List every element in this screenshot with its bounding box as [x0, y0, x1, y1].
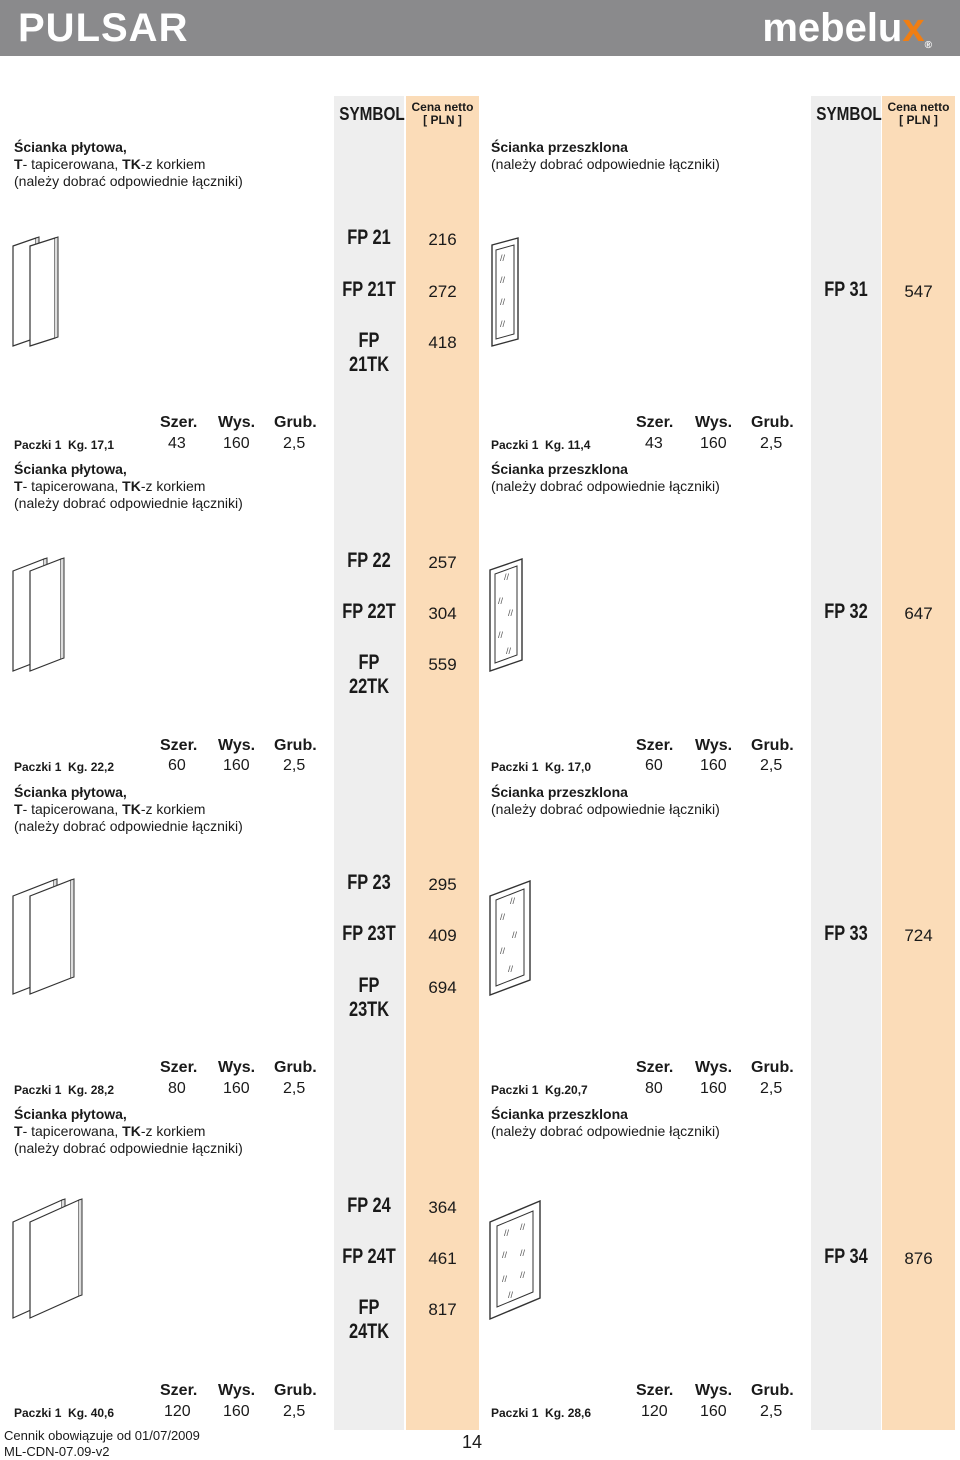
product-price: 547 [904, 282, 933, 301]
product-symbol: FP 24TK [348, 1296, 390, 1343]
product-price: 216 [428, 230, 457, 249]
product-symbol: FP 21 [347, 226, 391, 249]
svg-text://: // [512, 930, 518, 940]
package-label: Paczki 1 [491, 1083, 539, 1097]
package-weight: Kg. 11,4 [545, 438, 591, 452]
dim-header-depth: Grub. [274, 1059, 317, 1076]
package-label: Paczki 1 [491, 760, 539, 774]
svg-text://: // [520, 1222, 526, 1232]
left-description [14, 784, 243, 835]
panel-illustration [12, 1198, 84, 1322]
dim-header-width: Szer. [636, 737, 674, 754]
panel-illustration [12, 236, 60, 350]
package-weight: Kg. 40,6 [68, 1406, 115, 1420]
product-price: 461 [428, 1249, 457, 1268]
left-price-header [406, 101, 479, 127]
svg-text://: // [498, 596, 504, 606]
desc-text: -z korkiem [140, 801, 206, 817]
package-weight: Kg. 28,2 [68, 1083, 115, 1097]
desc-text: - tapicerowana, [22, 478, 123, 494]
svg-text://: // [500, 275, 506, 285]
dim-header-depth: Grub. [751, 737, 794, 754]
desc-text: -z korkiem [140, 478, 206, 494]
package-info [491, 760, 591, 774]
package-label: Paczki 1 [491, 438, 539, 452]
package-weight: Kg.20,7 [545, 1083, 588, 1097]
desc-t: T [14, 478, 23, 494]
dim-header-width: Szer. [636, 1059, 674, 1076]
package-label: Paczki 1 [14, 438, 62, 452]
document-code: ML-CDN-07.09-v2 [4, 1444, 110, 1459]
desc-tk: TK [122, 156, 141, 172]
product-price: 364 [428, 1198, 457, 1217]
package-label: Paczki 1 [491, 1406, 539, 1420]
product-symbol: FP 24T [342, 1245, 396, 1268]
desc-tk: TK [122, 478, 141, 494]
dim-header-depth: Grub. [274, 414, 317, 431]
dim-depth: 2,5 [283, 435, 306, 452]
brand-name: mebelux [762, 6, 925, 50]
desc-line: Ścianka płytowa, [14, 461, 127, 477]
panel-illustration [12, 878, 76, 996]
package-label: Paczki 1 [14, 1406, 62, 1420]
product-symbol: FP 22 [347, 549, 391, 572]
desc-line: (należy dobrać odpowiednie łączniki) [491, 156, 720, 172]
desc-line: (należy dobrać odpowiednie łączniki) [14, 495, 243, 511]
svg-text://: // [500, 912, 506, 922]
product-symbol: FP 34 [824, 1245, 868, 1268]
desc-t: T [14, 801, 23, 817]
product-price: 304 [428, 604, 457, 623]
price-header-line1: Cena netto [887, 100, 950, 114]
desc-line: (należy dobrać odpowiednie łączniki) [491, 478, 720, 494]
right-description [491, 1106, 720, 1140]
desc-line: Ścianka płytowa, [14, 1106, 127, 1122]
dim-width: 60 [645, 757, 663, 774]
dim-depth: 2,5 [760, 435, 783, 452]
svg-text://: // [502, 1274, 508, 1284]
glass-panel-illustration [490, 237, 522, 347]
price-header-line2: [ PLN ] [899, 113, 938, 127]
dim-header-depth: Grub. [751, 1382, 794, 1399]
right-symbol-header: SYMBOL [816, 104, 882, 124]
dim-header-width: Szer. [160, 737, 198, 754]
desc-text: - tapicerowana, [22, 1123, 123, 1139]
right-description [491, 784, 720, 818]
desc-line: (należy dobrać odpowiednie łączniki) [14, 818, 243, 834]
dim-header-width: Szer. [636, 1382, 674, 1399]
product-line-title: PULSAR [18, 6, 189, 50]
dim-height: 160 [223, 435, 250, 452]
right-price-header [882, 101, 955, 127]
product-price: 876 [904, 1249, 933, 1268]
package-info [14, 1083, 114, 1097]
dim-height: 160 [223, 757, 250, 774]
product-price: 694 [428, 978, 457, 997]
package-info [14, 1406, 114, 1420]
dim-height: 160 [700, 757, 727, 774]
desc-line: Ścianka przeszklona [491, 1106, 628, 1122]
footer-info [4, 1428, 200, 1460]
product-price: 418 [428, 333, 457, 352]
right-description [491, 139, 720, 173]
package-info [491, 1406, 591, 1420]
product-price: 724 [904, 926, 933, 945]
brand-x-mark: x [902, 6, 925, 50]
svg-text://: // [520, 1270, 526, 1280]
dim-width: 120 [164, 1403, 191, 1420]
right-description [491, 461, 720, 495]
dim-height: 160 [700, 435, 727, 452]
package-info [14, 438, 114, 452]
dim-depth: 2,5 [283, 1080, 306, 1097]
brand-registered-mark: ® [924, 40, 932, 51]
product-symbol: FP 24 [347, 1194, 391, 1217]
desc-text: - tapicerowana, [22, 156, 123, 172]
desc-text: -z korkiem [140, 1123, 206, 1139]
desc-tk: TK [122, 801, 141, 817]
left-description [14, 1106, 243, 1157]
left-description [14, 139, 243, 190]
package-weight: Kg. 28,6 [545, 1406, 592, 1420]
dim-height: 160 [700, 1080, 727, 1097]
product-price: 817 [428, 1300, 457, 1319]
product-symbol: FP 21TK [348, 329, 390, 376]
svg-text://: // [508, 608, 514, 618]
dim-width: 80 [645, 1080, 663, 1097]
package-label: Paczki 1 [14, 1083, 62, 1097]
dim-width: 60 [168, 757, 186, 774]
dim-header-height: Wys. [695, 414, 733, 431]
dim-header-depth: Grub. [751, 1059, 794, 1076]
desc-text: - tapicerowana, [22, 801, 123, 817]
product-symbol: FP 23 [347, 871, 391, 894]
dim-depth: 2,5 [283, 1403, 306, 1420]
dim-header-height: Wys. [218, 1059, 256, 1076]
svg-text://: // [506, 646, 512, 656]
dim-header-height: Wys. [218, 737, 256, 754]
desc-t: T [14, 1123, 23, 1139]
svg-text://: // [508, 1290, 514, 1300]
dim-height: 160 [223, 1080, 250, 1097]
svg-text://: // [508, 964, 514, 974]
product-price: 257 [428, 553, 457, 572]
svg-text://: // [504, 1228, 510, 1238]
dim-header-height: Wys. [695, 1382, 733, 1399]
package-weight: Kg. 17,0 [545, 760, 592, 774]
desc-line: (należy dobrać odpowiednie łączniki) [14, 1140, 243, 1156]
page-header [0, 0, 960, 56]
dim-width: 43 [168, 435, 186, 452]
page-number: 14 [462, 1432, 483, 1452]
package-weight: Kg. 17,1 [68, 438, 115, 452]
desc-t: T [14, 156, 23, 172]
left-description [14, 461, 243, 512]
dim-depth: 2,5 [283, 757, 306, 774]
price-header-line1: Cena netto [411, 100, 474, 114]
svg-text://: // [520, 1248, 526, 1258]
brand-logo [762, 6, 932, 51]
desc-line: (należy dobrać odpowiednie łączniki) [14, 173, 243, 189]
package-info [14, 760, 114, 774]
desc-line: Ścianka przeszklona [491, 461, 628, 477]
product-symbol: FP 32 [824, 600, 868, 623]
svg-text://: // [500, 253, 506, 263]
dim-width: 80 [168, 1080, 186, 1097]
svg-text://: // [500, 946, 506, 956]
package-label: Paczki 1 [14, 760, 62, 774]
dim-header-height: Wys. [218, 1382, 256, 1399]
dim-header-height: Wys. [218, 414, 256, 431]
desc-line: Ścianka przeszklona [491, 139, 628, 155]
price-validity: Cennik obowiązuje od 01/07/2009 [4, 1428, 200, 1443]
package-weight: Kg. 22,2 [68, 760, 115, 774]
dim-width: 120 [641, 1403, 668, 1420]
dim-header-width: Szer. [160, 1382, 198, 1399]
panel-illustration [12, 557, 66, 673]
product-symbol: FP 33 [824, 922, 868, 945]
desc-tk: TK [122, 1123, 141, 1139]
glass-panel-illustration [488, 558, 526, 672]
dim-header-depth: Grub. [274, 1382, 317, 1399]
package-info [491, 438, 590, 452]
package-info [491, 1083, 588, 1097]
dim-header-height: Wys. [695, 1059, 733, 1076]
dim-header-width: Szer. [160, 414, 198, 431]
dim-depth: 2,5 [760, 1403, 783, 1420]
svg-text://: // [504, 572, 510, 582]
product-price: 647 [904, 604, 933, 623]
glass-panel-illustration [488, 880, 534, 996]
product-symbol: FP 23T [342, 922, 396, 945]
svg-text://: // [498, 630, 504, 640]
svg-text://: // [500, 297, 506, 307]
price-header-line2: [ PLN ] [423, 113, 462, 127]
dim-depth: 2,5 [760, 757, 783, 774]
dim-height: 160 [700, 1403, 727, 1420]
desc-line: Ścianka przeszklona [491, 784, 628, 800]
product-symbol: FP 21T [342, 278, 396, 301]
desc-line: (należy dobrać odpowiednie łączniki) [491, 1123, 720, 1139]
dim-depth: 2,5 [760, 1080, 783, 1097]
svg-text://: // [510, 896, 516, 906]
dim-header-width: Szer. [160, 1059, 198, 1076]
product-price: 559 [428, 655, 457, 674]
desc-line: Ścianka płytowa, [14, 139, 127, 155]
product-symbol: FP 22T [342, 600, 396, 623]
glass-panel-illustration [488, 1200, 544, 1322]
svg-text://: // [500, 319, 506, 329]
desc-line: Ścianka płytowa, [14, 784, 127, 800]
product-symbol: FP 22TK [348, 651, 390, 698]
dim-header-depth: Grub. [751, 414, 794, 431]
dim-header-width: Szer. [636, 414, 674, 431]
product-price: 409 [428, 926, 457, 945]
desc-text: -z korkiem [140, 156, 206, 172]
product-symbol: FP 23TK [348, 974, 390, 1021]
left-symbol-header: SYMBOL [339, 104, 405, 124]
dim-width: 43 [645, 435, 663, 452]
dim-header-depth: Grub. [274, 737, 317, 754]
svg-text://: // [502, 1250, 508, 1260]
product-price: 295 [428, 875, 457, 894]
desc-line: (należy dobrać odpowiednie łączniki) [491, 801, 720, 817]
dim-header-height: Wys. [695, 737, 733, 754]
dim-height: 160 [223, 1403, 250, 1420]
product-price: 272 [428, 282, 457, 301]
product-symbol: FP 31 [824, 278, 868, 301]
